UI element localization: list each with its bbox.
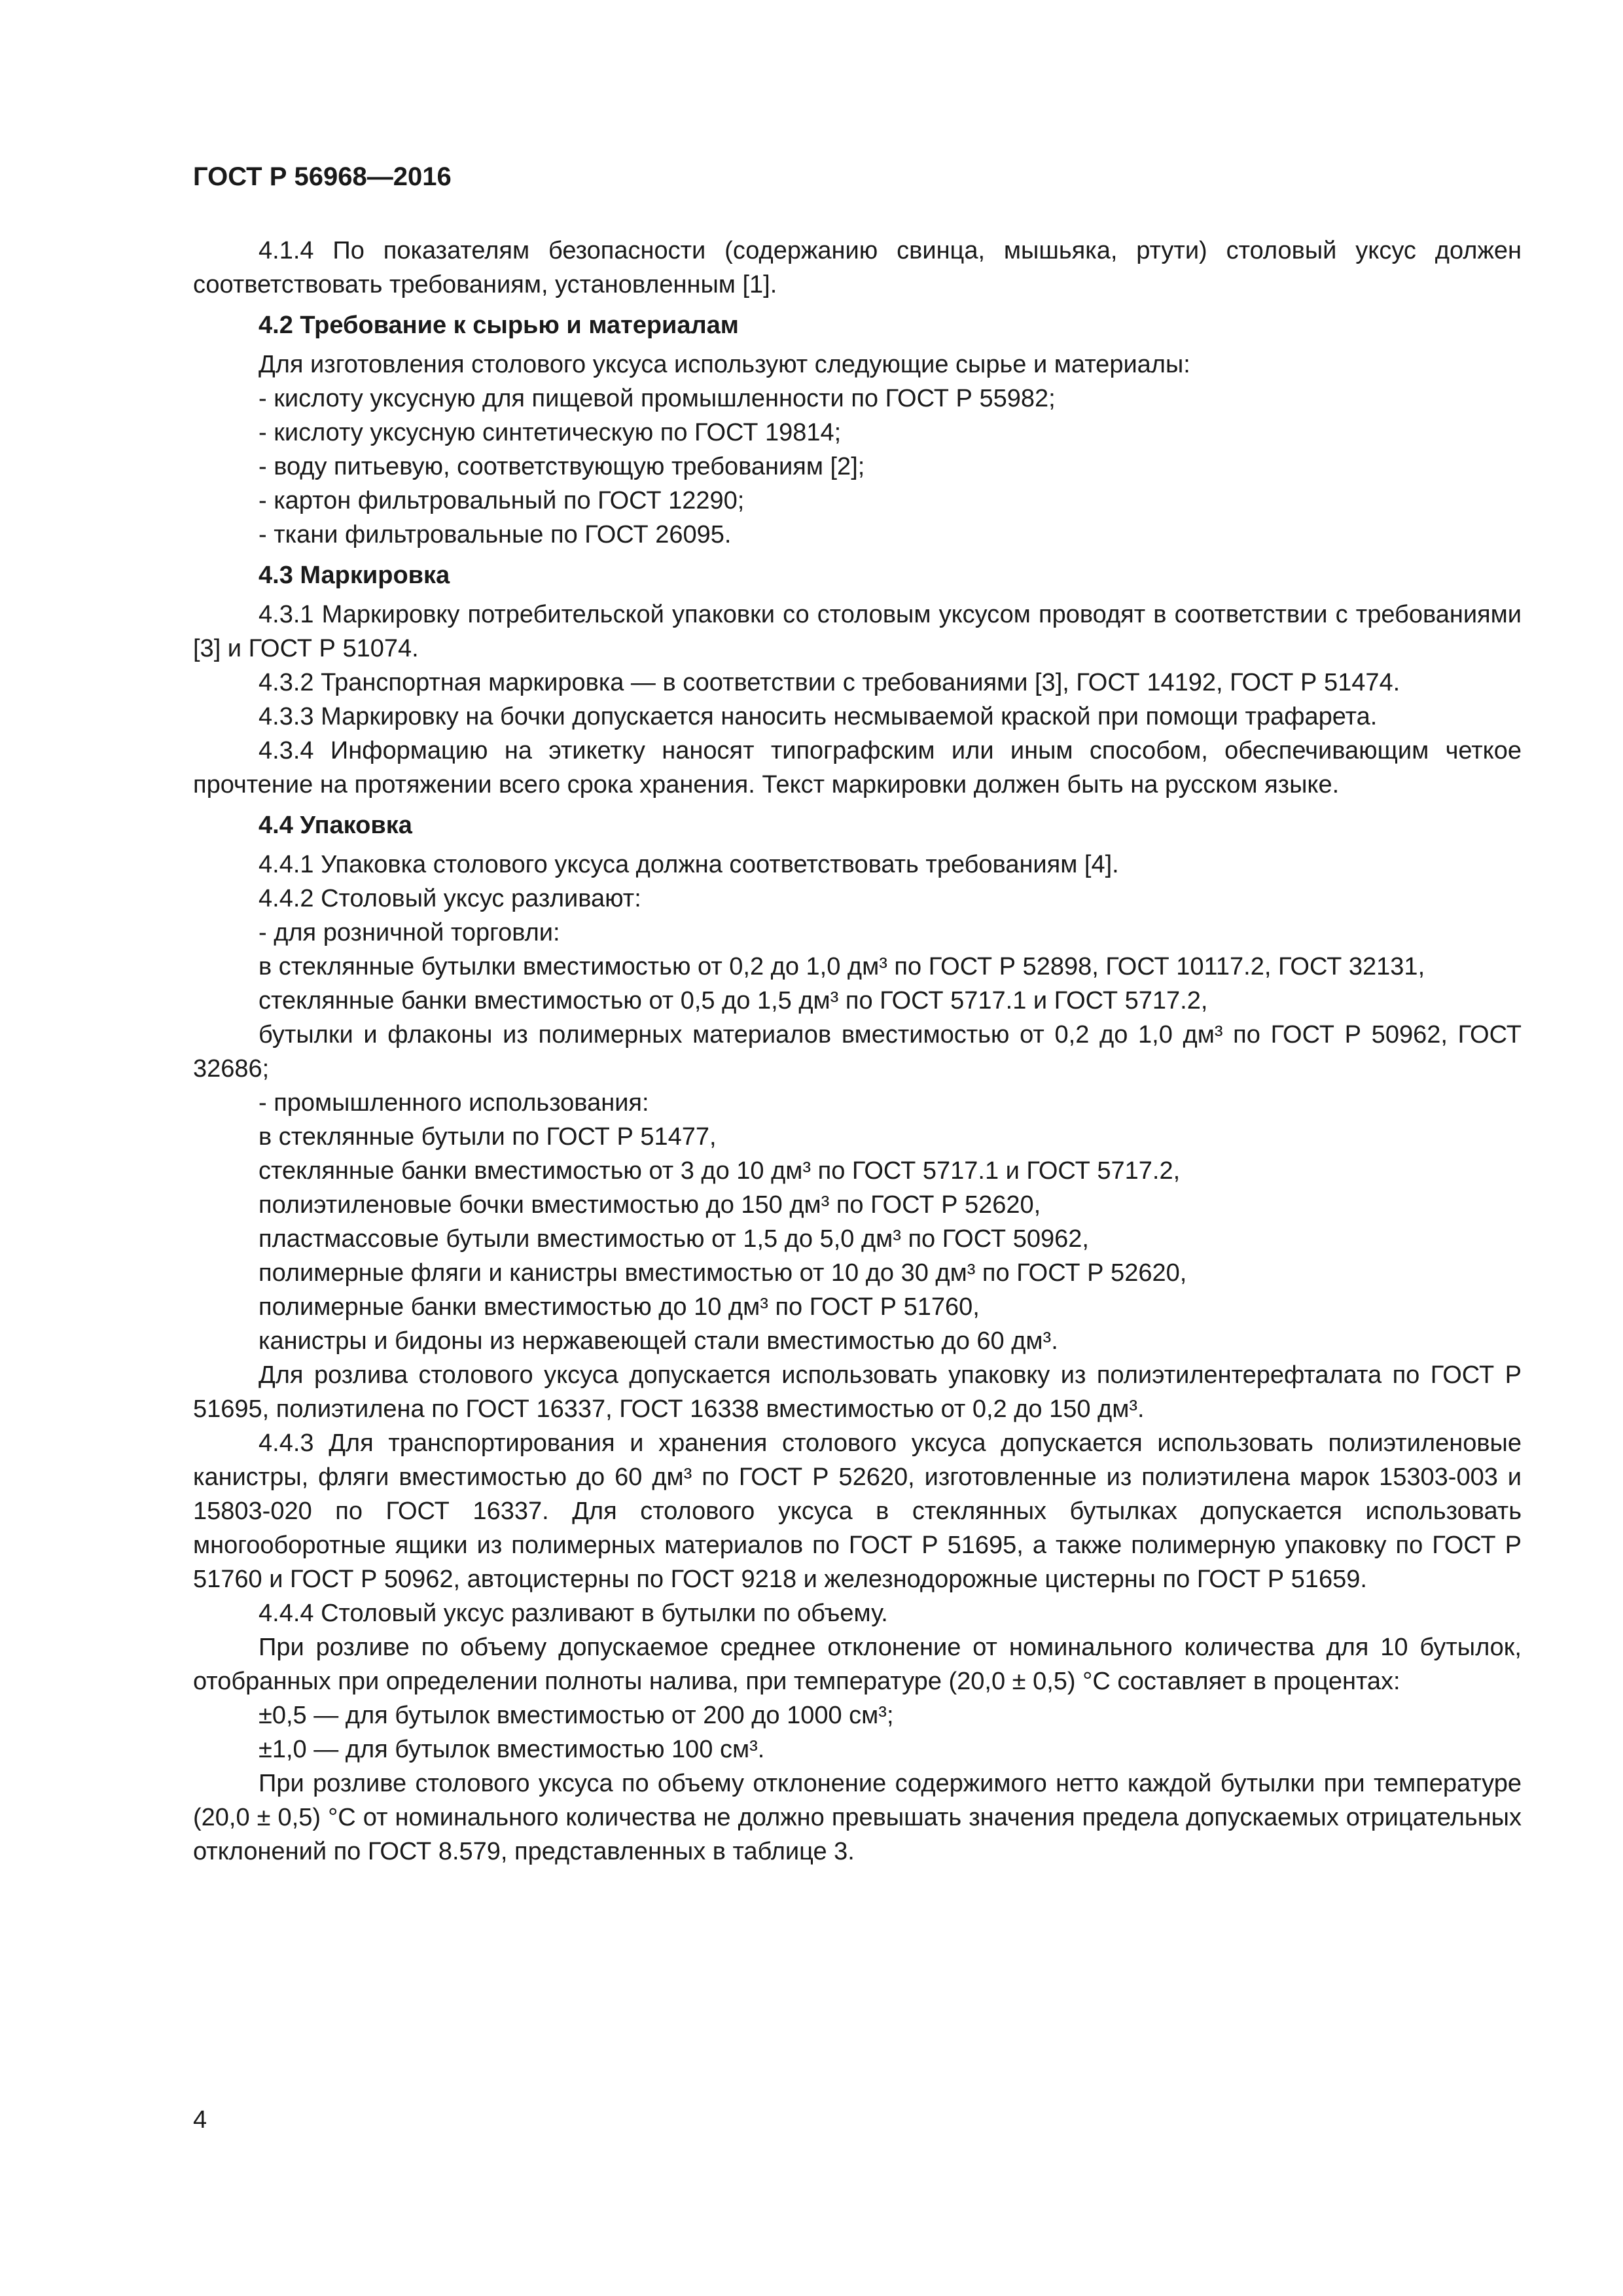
paragraph: - ткани фильтровальные по ГОСТ 26095.	[259, 521, 732, 548]
paragraph: - для розничной торговли:	[259, 919, 560, 946]
paragraph: 4.3.4 Информацию на этикетку наносят типографским или иным способом, обеспечивающим четкое прочтение на протяжении всего срока хранения. Текст маркировки должен быть на русском языке.	[193, 737, 1522, 798]
paragraph: При розливе по объему допускаемое среднее отклонение от номинального количества для 10 бутылок, отобранных при определении полноты налива, при температуре (20,0 ± 0,5) °С составляет в процентах:	[193, 1634, 1522, 1695]
paragraph: полиэтиленовые бочки вместимостью до 150 дм³ по ГОСТ Р 52620,	[259, 1191, 1041, 1219]
paragraph: 4.3.2 Транспортная маркировка — в соответствии с требованиями [3], ГОСТ 14192, ГОСТ Р 51474.	[259, 669, 1400, 696]
paragraph: - воду питьевую, соответствующую требованиям [2];	[259, 453, 865, 480]
page-number: 4	[193, 2106, 207, 2134]
paragraph: - кислоту уксусную синтетическую по ГОСТ 19814;	[259, 419, 842, 446]
paragraph: полимерные банки вместимостью до 10 дм³ по ГОСТ Р 51760,	[259, 1293, 980, 1321]
paragraph: - кислоту уксусную для пищевой промышленности по ГОСТ Р 55982;	[259, 385, 1056, 412]
section-heading: 4.2 Требование к сырью и материалам	[259, 312, 739, 339]
section-heading: 4.3 Маркировка	[259, 562, 450, 589]
paragraph: 4.3.1 Маркировку потребительской упаковки со столовым уксусом проводят в соответствии с требованиями [3] и ГОСТ Р 51074.	[193, 601, 1522, 662]
paragraph: стеклянные банки вместимостью от 0,5 до 1,5 дм³ по ГОСТ 5717.1 и ГОСТ 5717.2,	[259, 987, 1208, 1014]
paragraph: Для розлива столового уксуса допускается использовать упаковку из полиэтилентерефталата по ГОСТ Р 51695, полиэтилена по ГОСТ 16337, ГОСТ 16338 вместимостью от 0,2 до 150 дм³.	[193, 1361, 1522, 1423]
paragraph: ±0,5 — для бутылок вместимостью от 200 до 1000 см³;	[259, 1702, 894, 1729]
document-body	[193, 234, 1522, 1869]
paragraph: 4.3.3 Маркировку на бочки допускается наносить несмываемой краской при помощи трафарета.	[259, 703, 1378, 730]
paragraph: канистры и бидоны из нержавеющей стали вместимостью до 60 дм³.	[259, 1327, 1058, 1355]
document-page	[193, 162, 1522, 1869]
paragraph: стеклянные банки вместимостью от 3 до 10 дм³ по ГОСТ 5717.1 и ГОСТ 5717.2,	[259, 1157, 1181, 1185]
document-header: ГОСТ Р 56968—2016	[193, 162, 452, 191]
paragraph: бутылки и флаконы из полимерных материалов вместимостью от 0,2 до 1,0 дм³ по ГОСТ Р 50962, ГОСТ 32686;	[193, 1021, 1522, 1083]
section-heading: 4.4 Упаковка	[259, 812, 412, 839]
paragraph: 4.4.1 Упаковка столового уксуса должна соответствовать требованиям [4].	[259, 851, 1119, 878]
paragraph: - промышленного использования:	[259, 1089, 649, 1117]
paragraph: 4.4.4 Столовый уксус разливают в бутылки по объему.	[259, 1600, 888, 1627]
paragraph: ±1,0 — для бутылок вместимостью 100 см³.	[259, 1736, 765, 1763]
paragraph: 4.4.3 Для транспортирования и хранения столового уксуса допускается использовать полиэтиленовые канистры, фляги вместимостью до 60 дм³ по ГОСТ Р 52620, изготовленные из полиэтилена марок 15303-003 и 15803-020 по ГОСТ 16337. Для столового уксуса в стеклянных бутылках допускается использовать многооборотные ящики из полимерных материалов по ГОСТ Р 51695, а также полимерную упаковку по ГОСТ Р 51760 и ГОСТ Р 50962, автоцистерны по ГОСТ 9218 и железнодорожные цистерны по ГОСТ Р 51659.	[193, 1429, 1522, 1593]
paragraph: При розливе столового уксуса по объему отклонение содержимого нетто каждой бутылки при температуре (20,0 ± 0,5) °С от номинального количества не должно превышать значения предела допускаемых отрицательных отклонений по ГОСТ 8.579, представленных в таблице 3.	[193, 1770, 1522, 1865]
paragraph: - картон фильтровальный по ГОСТ 12290;	[259, 487, 745, 514]
paragraph: полимерные фляги и канистры вместимостью от 10 до 30 дм³ по ГОСТ Р 52620,	[259, 1259, 1187, 1287]
paragraph: пластмассовые бутыли вместимостью от 1,5 до 5,0 дм³ по ГОСТ 50962,	[259, 1225, 1089, 1253]
paragraph: в стеклянные бутыли по ГОСТ Р 51477,	[259, 1123, 717, 1151]
paragraph: 4.1.4 По показателям безопасности (содержанию свинца, мышьяка, ртути) столовый уксус должен соответствовать требованиям, установленным [1].	[193, 237, 1522, 298]
paragraph: Для изготовления столового уксуса используют следующие сырье и материалы:	[259, 351, 1190, 378]
paragraph: 4.4.2 Столовый уксус разливают:	[259, 885, 641, 912]
paragraph: в стеклянные бутылки вместимостью от 0,2 до 1,0 дм³ по ГОСТ Р 52898, ГОСТ 10117.2, ГОСТ 32131,	[259, 953, 1425, 980]
